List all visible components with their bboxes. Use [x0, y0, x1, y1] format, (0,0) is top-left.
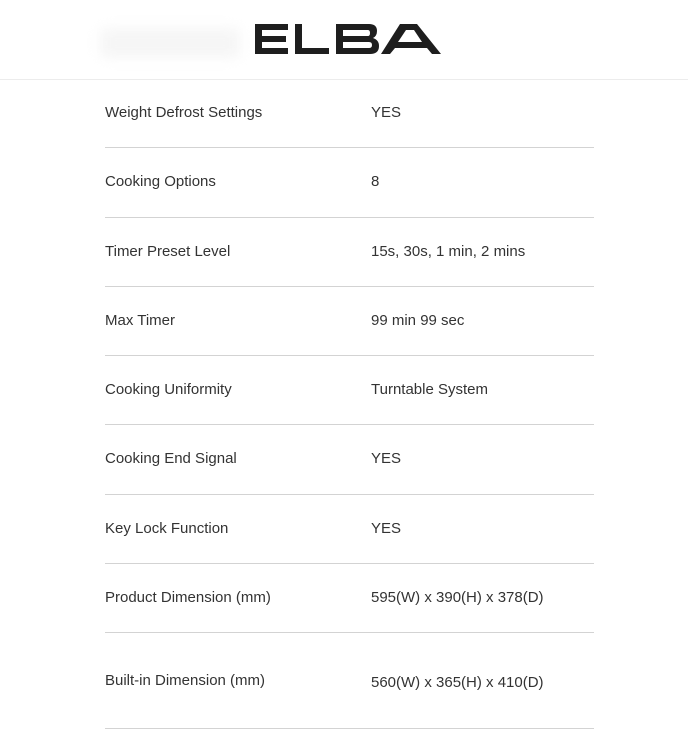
spec-row-cooking-end-signal — [105, 425, 594, 495]
spec-label: Key Lock Function — [105, 520, 229, 537]
spec-value: 99 min 99 sec — [371, 312, 465, 329]
spec-row-timer-preset — [105, 218, 594, 287]
spec-label: Built-in Dimension (mm) — [105, 672, 266, 689]
spec-value: YES — [371, 520, 402, 537]
spec-row-builtin-dimension — [105, 633, 594, 729]
spec-value: Turntable System — [371, 381, 488, 398]
spec-row-weight-defrost — [105, 79, 594, 148]
spec-value: 15s, 30s, 1 min, 2 mins — [371, 243, 526, 260]
spec-label: Timer Preset Level — [105, 243, 231, 260]
spec-label: Weight Defrost Settings — [105, 104, 263, 121]
spec-table — [105, 79, 594, 729]
spec-row-max-timer — [105, 287, 594, 356]
spec-row-key-lock — [105, 495, 594, 564]
spec-label: Product Dimension (mm) — [105, 589, 271, 606]
spec-label: Cooking Uniformity — [105, 381, 232, 398]
site-header — [0, 0, 688, 80]
spec-value: YES — [371, 450, 402, 467]
spec-value: 560(W) x 365(H) x 410(D) — [371, 674, 544, 691]
spec-label: Max Timer — [105, 312, 176, 329]
spec-row-cooking-uniformity — [105, 356, 594, 425]
header-blur-decoration — [100, 28, 240, 58]
spec-label: Cooking End Signal — [105, 450, 237, 467]
spec-label: Cooking Options — [105, 173, 216, 190]
spec-value: 8 — [371, 173, 380, 190]
spec-value: YES — [371, 104, 402, 121]
spec-row-product-dimension — [105, 564, 594, 633]
spec-value: 595(W) x 390(H) x 378(D) — [371, 589, 544, 606]
spec-row-cooking-options — [105, 148, 594, 218]
elba-logo-icon[interactable] — [255, 24, 441, 54]
